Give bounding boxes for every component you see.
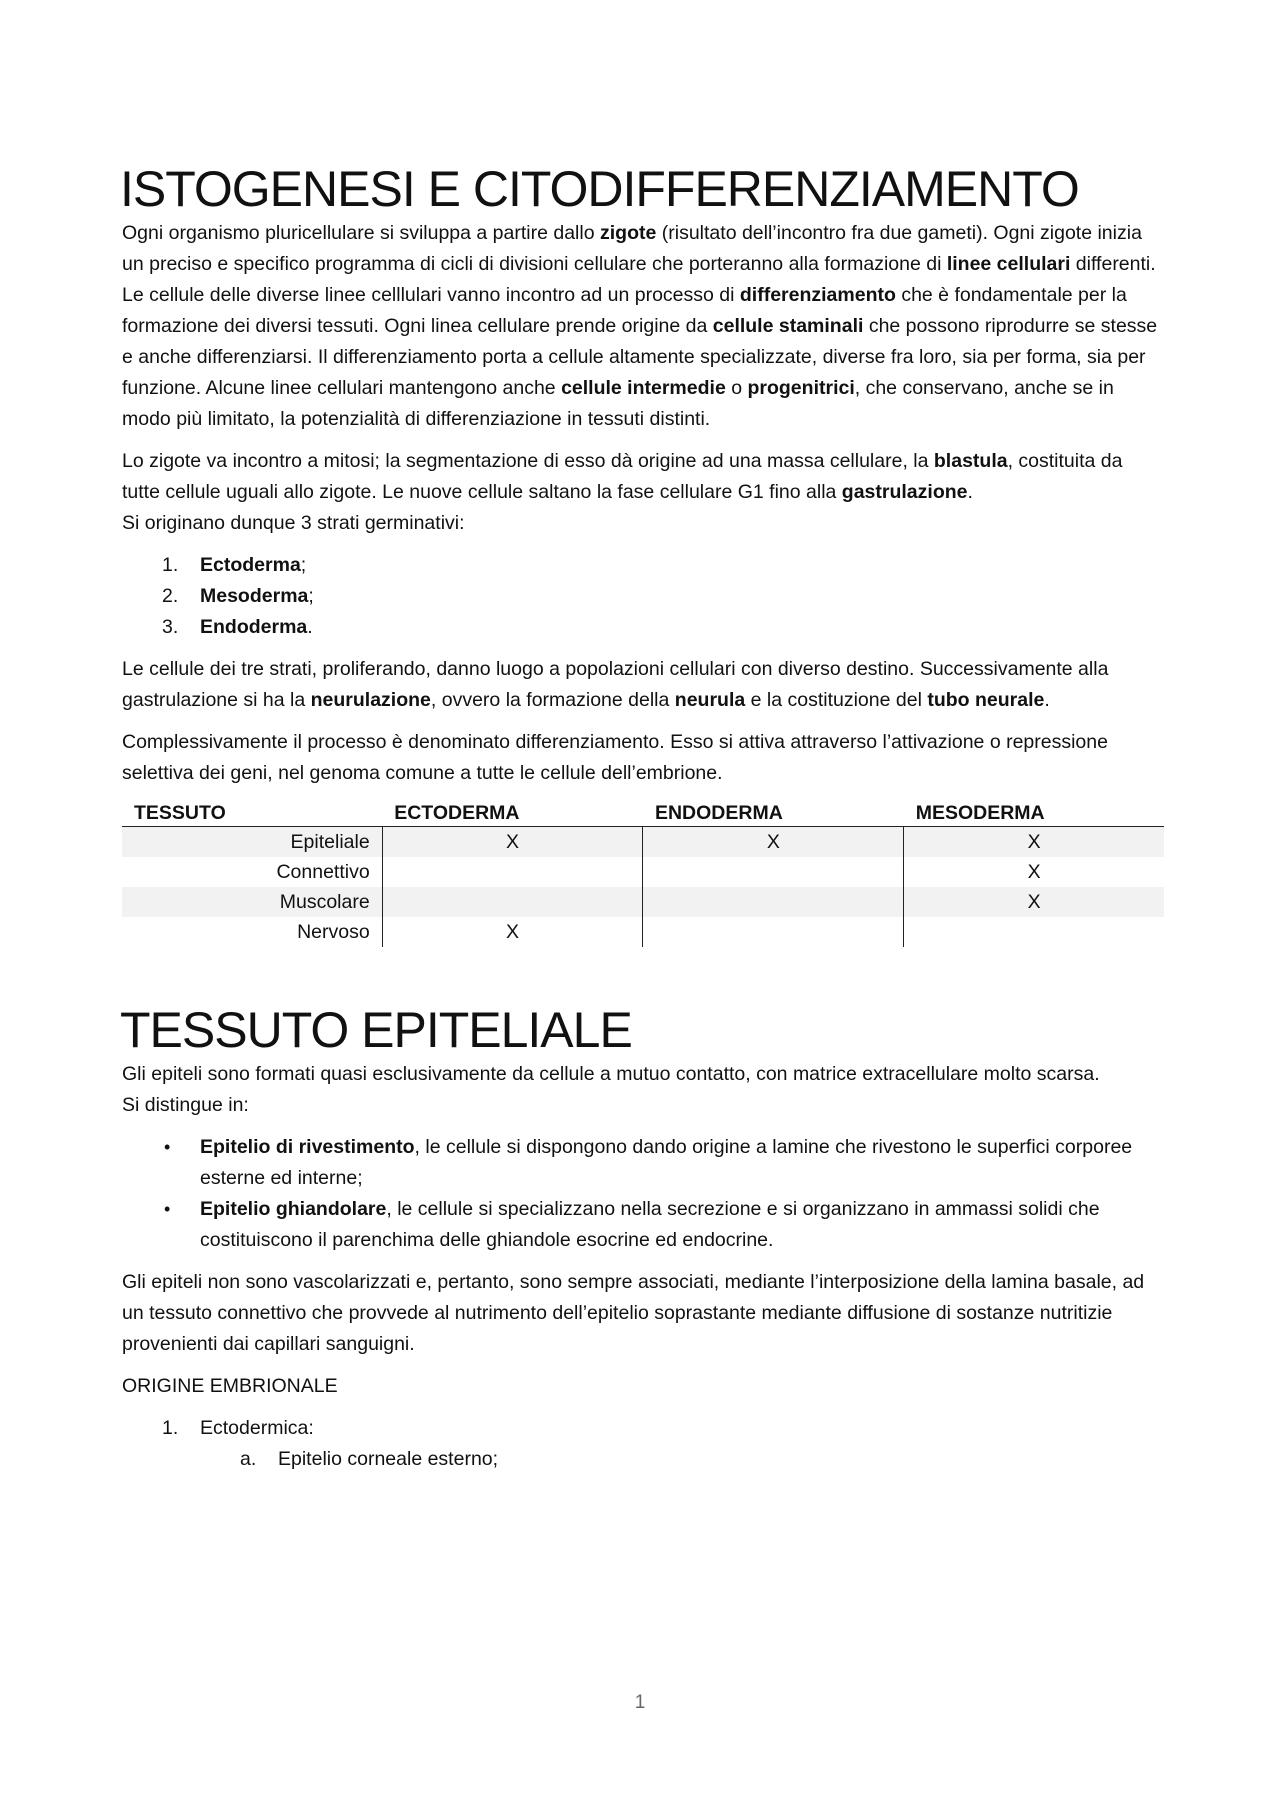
bullet-icon: • [164,1199,171,1219]
table-header: ENDODERMA [643,800,904,827]
table-header: ECTODERMA [382,800,643,827]
paragraph-neurulazione: Le cellule dei tre strati, proliferando, danno luogo a popolazioni cellulari con diverso destino. Successivamente alla gastrulazione si ha la neurulazione, ovvero la formazione della neurula e la costituzione del tubo neurale. [122,658,1109,711]
table-header: TESSUTO [122,800,382,827]
list-item: 1. Ectoderma; [162,554,307,576]
list-item: 2. Mesoderma; [162,585,314,607]
page-number: 1 [634,1692,646,1713]
heading-istogenesi: ISTOGENESI E CITODIFFERENZIAMENTO [120,161,1079,217]
heading-tessuto-epiteliale: TESSUTO EPITELIALE [120,1002,632,1058]
table-row: Epiteliale X X X [122,827,1164,858]
page-content [122,160,1164,1486]
list-subitem: a. Epitelio corneale esterno; [240,1448,499,1470]
paragraph-distingue: Si distingue in: [122,1094,249,1116]
germ-layer-table [122,800,1164,947]
list-item: • Epitelio ghiandolare, le cellule si specializzano nella secrezione e si organizzano in ammassi solidi che costituiscono il parenchima delle ghiandole esocrine ed endocrine. [122,1194,1164,1256]
table-row: Muscolare X [122,887,1164,917]
section-label-origine: ORIGINE EMBRIONALE [122,1375,338,1397]
table-row: Nervoso X [122,917,1164,947]
paragraph-differenziamento: Complessivamente il processo è denominato differenziamento. Esso si attiva attraverso l’attivazione o repressione selettiva dei geni, nel genoma comune a tutte le cellule dell’embrione. [122,731,1108,784]
germ-layer-list [122,550,1164,643]
list-item: • Epitelio di rivestimento, le cellule si dispongono dando origine a lamine che rivestono le superfici corporee esterne ed interne; [122,1132,1164,1194]
epithelium-type-list [122,1132,1164,1256]
paragraph-zigote: Lo zigote va incontro a mitosi; la segmentazione di esso dà origine ad una massa cellulare, la blastula, costituita da tutte cellule uguali allo zigote. Le nuove cellule saltano la fase cellulare G1 fino alla gastrulazione. [122,450,1123,503]
table-row: Connettivo X [122,857,1164,887]
bullet-icon: • [164,1137,171,1157]
paragraph-epiteli: Gli epiteli sono formati quasi esclusivamente da cellule a mutuo contatto, con matrice extracellulare molto scarsa. [122,1063,1100,1085]
table-header-row [122,800,1164,827]
table-header: MESODERMA [904,800,1164,827]
paragraph-vascolarizzazione: Gli epiteli non sono vascolarizzati e, pertanto, sono sempre associati, mediante l’interposizione della lamina basale, ad un tessuto connettivo che provvede al nutrimento dell’epitelio soprastante mediante diffusione di sostanze nutritizie provenienti dai capillari sanguigni. [122,1271,1145,1355]
list-item: 1. Ectodermica: [162,1417,314,1439]
paragraph-strati: Si originano dunque 3 strati germinativi: [122,512,465,534]
paragraph-intro: Ogni organismo pluricellulare si sviluppa a partire dallo zigote (risultato dell’incontro fra due gameti). Ogni zigote inizia un preciso e specifico programma di cicli di divisioni cellulare che porteranno alla formazione di linee cellulari differenti. Le cellule delle diverse linee celllulari vanno incontro ad un processo di differenziamento che è fondamentale per la formazione dei diversi tessuti. Ogni linea cellulare prende origine da cellule staminali che possono riprodurre se stesse e anche differenziarsi. Il differenziamento porta a cellule altamente specializzate, diverse fra loro, sia per forma, sia per funzione. Alcune linee cellulari mantengono anche cellule intermedie o progenitrici, che conservano, anche se in modo più limitato, la potenzialità di differenziazione in tessuti distinti. [122,222,1158,430]
list-item: 3. Endoderma. [162,616,313,638]
origin-list [122,1413,1164,1475]
